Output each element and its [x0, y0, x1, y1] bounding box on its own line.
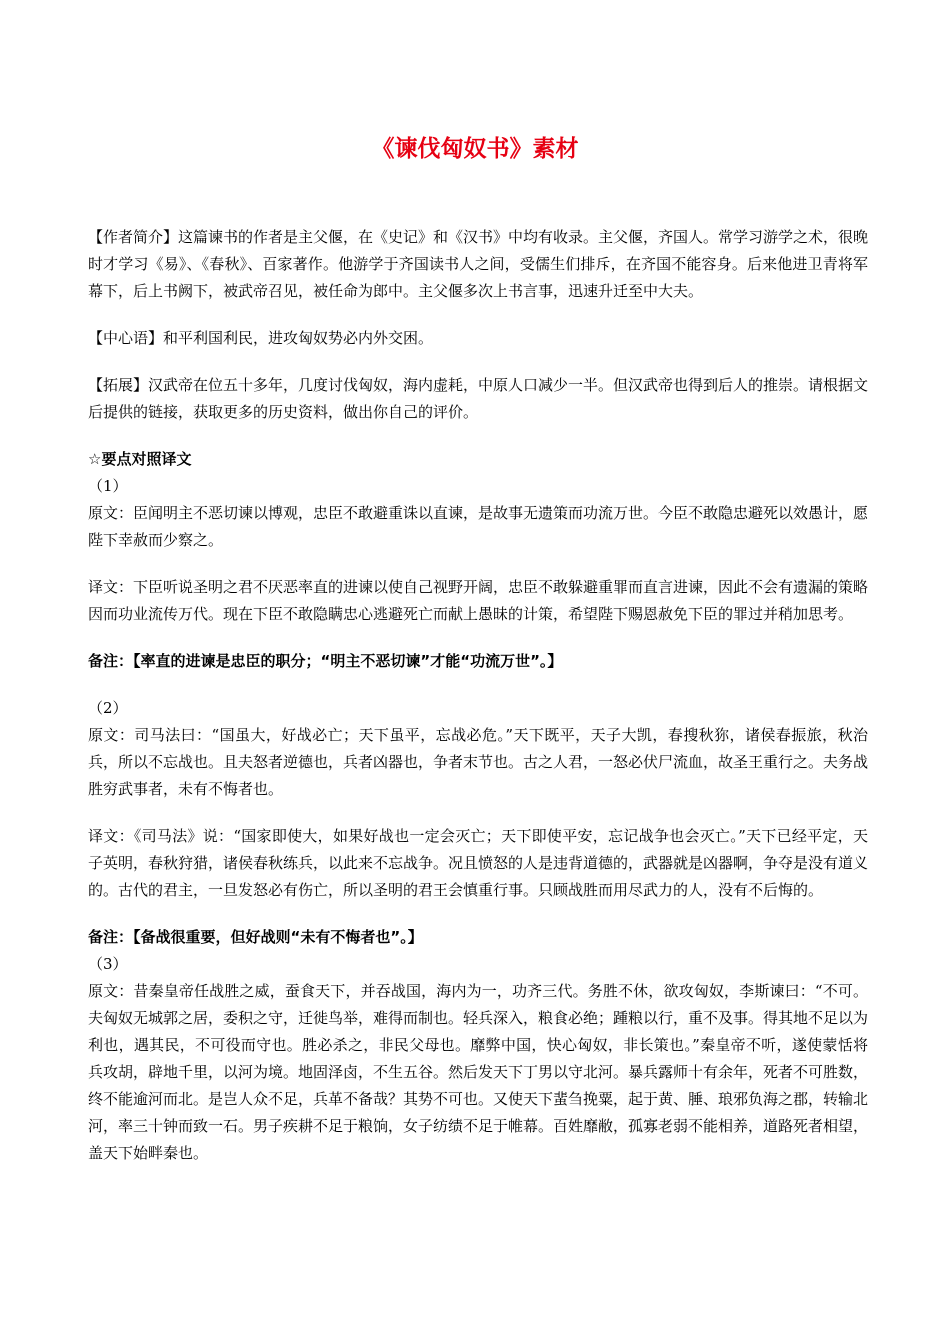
- original-text: 原文：昔秦皇帝任战胜之威，蚕食天下，并吞战国，海内为一，功齐三代。务胜不休，欲攻匈奴，李斯谏曰：“不可。夫匈奴无城郭之居，委积之守，迁徙鸟举，难得而制也。轻兵深入，粮食必绝；踵粮以行，重不及事。得其地不足以为利也，遇其民，不可役而守也。胜必杀之，非民父母也。靡弊中国，快心匈奴，非长策也。”秦皇帝不听，遂使蒙恬将兵攻胡，辟地千里，以河为境。地固泽卤，不生五谷。然后发天下丁男以守北河。暴兵露师十有余年，死者不可胜数，终不能逾河而北。是岂人众不足，兵革不备哉？其势不可也。又使天下蜚刍挽粟，起于黄、腄、琅邪负海之郡，转输北河，率三十钟而致一石。男子疾耕不足于粮饷，女子纺绩不足于帷幕。百姓靡敝，孤寡老弱不能相养，道路死者相望，盖天下始畔秦也。: [88, 982, 869, 1162]
- section-number: （3）: [88, 955, 128, 973]
- section-number: （1）: [88, 477, 128, 495]
- section-heading: ☆要点对照译文: [88, 450, 192, 468]
- translation-text: 译文：下臣听说圣明之君不厌恶率直的进谏以使自己视野开阔，忠臣不敢躲避重罪而直言进谏，因此不会有遗漏的策略因而功业流传万代。现在下臣不敢隐瞒忠心逃避死亡而献上愚昧的计策，希望陛下赐恩赦免下臣的罪过并稍加思考。: [88, 578, 869, 623]
- original-text: 原文：司马法曰：“国虽大，好战必亡；天下虽平，忘战必危。”天下既平，天子大凯，春搜秋狝，诸侯春振旅，秋治兵，所以不忘战也。且夫怒者逆德也，兵者凶器也，争者末节也。古之人君，一怒必伏尸流血，故圣王重行之。夫务战胜穷武事者，未有不悔者也。: [88, 726, 869, 798]
- author-intro: 【作者简介】这篇谏书的作者是主父偃，在《史记》和《汉书》中均有收录。主父偃，齐国人。常学习游学之术，很晚时才学习《易》、《春秋》、百家著作。他游学于齐国读书人之间，受儒生们排斥，在齐国不能容身。后来他进卫青将军幕下，后上书阙下，被武帝召见，被任命为郎中。主父偃多次上书言事，迅速升迁至中大夫。: [88, 228, 869, 300]
- central-phrase: 【中心语】和平利国利民，进攻匈奴势必内外交困。: [88, 329, 434, 347]
- section-number: （2）: [88, 699, 128, 717]
- document-title: 《谏伐匈奴书》素材: [371, 136, 579, 162]
- note-text: 备注：【率直的进谏是忠臣的职分；“明主不恶切谏”才能“功流万世”。】: [88, 652, 563, 670]
- original-text: 原文：臣闻明主不恶切谏以博观，忠臣不敢避重诛以直谏，是故事无遗策而功流万世。今臣不敢隐忠避死以效愚计，愿陛下幸赦而少察之。: [88, 504, 869, 549]
- translation-text: 译文：《司马法》说：“国家即使大，如果好战也一定会灭亡；天下即使平安，忘记战争也会灭亡。”天下已经平定，天子英明，春秋狩猎，诸侯春秋练兵，以此来不忘战争。况且愤怒的人是违背道德的，武器就是凶器啊，争夺是没有道义的。古代的君主，一旦发怒必有伤亡，所以圣明的君王会慎重行事。只顾战胜而用尽武力的人，没有不后悔的。: [88, 827, 869, 899]
- document-body: [88, 224, 868, 1167]
- note-text: 备注：【备战很重要，但好战则“未有不悔者也”。】: [88, 928, 423, 946]
- extension: 【拓展】汉武帝在位五十多年，几度讨伐匈奴，海内虚耗，中原人口减少一半。但汉武帝也得到后人的推崇。请根据文后提供的链接，获取更多的历史资料，做出你自己的评价。: [88, 376, 869, 421]
